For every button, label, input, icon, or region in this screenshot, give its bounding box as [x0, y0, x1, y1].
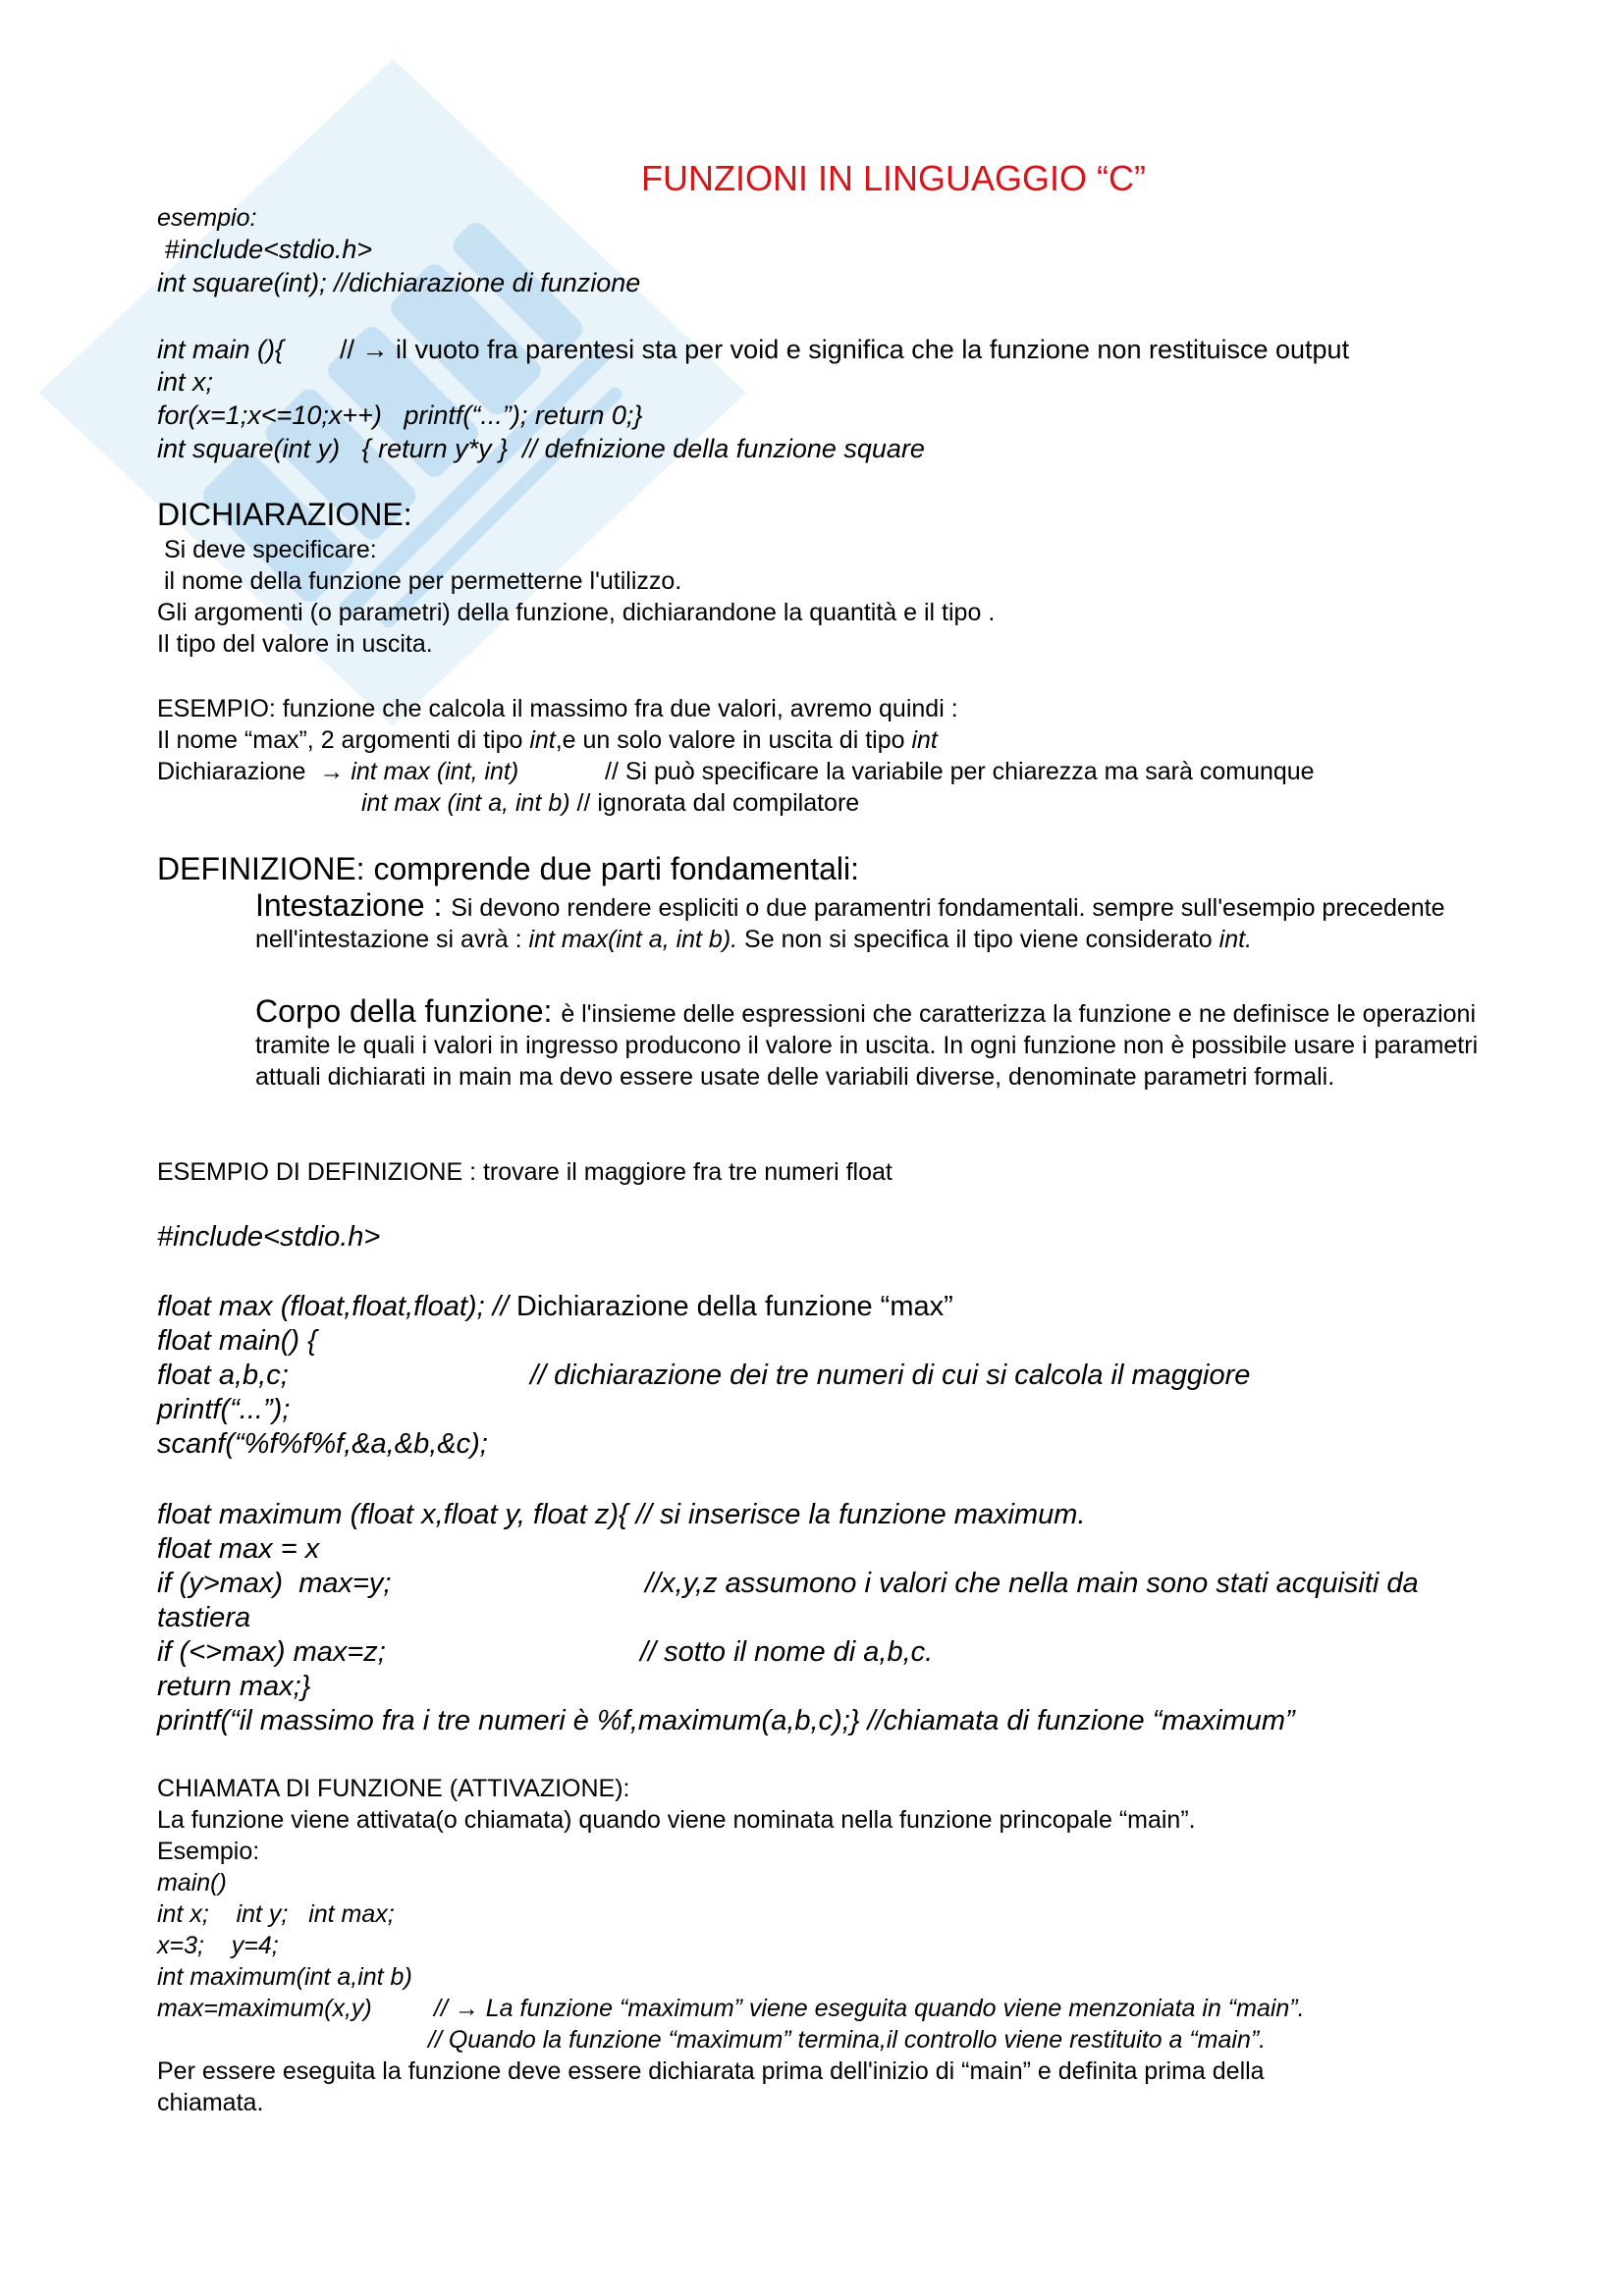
text-line: Il nome “max”, 2 argomenti di tipo int,e un solo valore in uscita di tipo int	[157, 726, 938, 754]
text-line: Per essere eseguita la funzione deve essere dichiarata prima dell'inizio di “main” e definita prima della	[157, 2057, 1265, 2085]
code-comment: // dichiarazione dei tre numeri di cui si calcola il maggiore	[530, 1360, 1251, 1391]
code-line: float maximum (float x,float y, float z){ // si inserisce la funzione maximum.	[157, 1499, 1086, 1530]
section-heading: DICHIARAZIONE:	[157, 497, 412, 532]
text-line: // Si può specificare la variabile per chiarezza ma sarà comunque	[605, 758, 1315, 785]
code-line: int square(int); //dichiarazione di funzione	[157, 268, 641, 297]
section-heading: CHIAMATA DI FUNZIONE (ATTIVAZIONE):	[157, 1775, 630, 1802]
text-line: La funzione viene attivata(o chiamata) quando viene nominata nella funzione princopale “main”.	[157, 1806, 1196, 1834]
code-comment: // sotto il nome di a,b,c.	[640, 1636, 934, 1668]
code-line: return max;}	[157, 1671, 311, 1702]
section-heading: ESEMPIO DI DEFINIZIONE : trovare il maggiore fra tre numeri float	[157, 1158, 893, 1186]
code-line: #include<stdio.h>	[157, 1221, 381, 1253]
code-comment: // → il vuoto fra parentesi sta per void e significa che la funzione non restituisce output	[340, 335, 1350, 364]
code-line: printf(“...”);	[157, 1394, 291, 1425]
code-line: main()	[157, 1869, 227, 1896]
text-line: Dichiarazione → int max (int, int)	[157, 758, 519, 785]
code-comment: // Quando la funzione “maximum” termina,il controllo viene restituito a “main”.	[428, 2026, 1267, 2054]
code-line: float main() {	[157, 1325, 317, 1357]
text-line: Gli argomenti (o parametri) della funzione, dichiarandone la quantità e il tipo .	[157, 599, 996, 626]
code-line: if (<>max) max=z;	[157, 1636, 386, 1668]
code-line: int x;	[157, 367, 214, 397]
code-line: float max = x	[157, 1533, 320, 1565]
code-comment: // → La funzione “maximum” viene eseguita quando viene menzoniata in “main”.	[434, 1995, 1305, 2022]
page-title: FUNZIONI IN LINGUAGGIO “C”	[640, 158, 1146, 198]
code-line: #include<stdio.h>	[157, 235, 373, 264]
code-line: int square(int y) { return y*y } // defnizione della funzione square	[157, 434, 925, 463]
code-line: printf(“il massimo fra i tre numeri è %f,maximum(a,b,c);} //chiamata di funzione “maximum”	[157, 1705, 1295, 1736]
text-line: int max (int a, int b) // ignorata dal compilatore	[361, 789, 860, 817]
code-line: tastiera	[157, 1602, 251, 1633]
code-comment: //x,y,z assumono i valori che nella main sono stati acquisiti da	[645, 1568, 1419, 1599]
text-line: Il tipo del valore in uscita.	[157, 630, 433, 658]
code-line: int x; int y; int max;	[157, 1900, 395, 1928]
text-line: chiamata.	[157, 2089, 264, 2116]
code-line: int main (){	[157, 335, 285, 364]
code-line: for(x=1;x<=10;x++) printf(“...”); return 0;}	[157, 400, 643, 430]
code-line: scanf(“%f%f%f,&a,&b,&c);	[157, 1428, 488, 1460]
code-line: float a,b,c;	[157, 1360, 289, 1391]
code-line: if (y>max) max=y;	[157, 1568, 392, 1599]
text-line: il nome della funzione per permetterne l'utilizzo.	[157, 567, 682, 595]
code-line: max=maximum(x,y)	[157, 1995, 372, 2022]
text-line: Esempio:	[157, 1838, 260, 1865]
esempio-label: esempio:	[157, 204, 257, 232]
code-line: float max (float,float,float); // Dichiarazione della funzione “max”	[157, 1291, 953, 1322]
section-heading: DEFINIZIONE: comprende due parti fondamentali:	[157, 851, 859, 886]
code-line: x=3; y=4;	[157, 1932, 279, 1959]
intestazione-paragraph: Intestazione : Si devono rendere espliciti o due paramentri fondamentali. sempre sull'esempio precedente nell'intestazione si avrà : int max(int a, int b). Se non si specifica il tipo viene considerato int.	[255, 887, 1445, 953]
text-line: Si deve specificare:	[157, 536, 377, 563]
text-line: ESEMPIO: funzione che calcola il massimo fra due valori, avremo quindi :	[157, 695, 958, 722]
corpo-paragraph: Corpo della funzione: è l'insieme delle espressioni che caratterizza la funzione e ne definisce le operazioni tramite le quali i valori in ingresso producono il valore in uscita. In ogni funzione non è possibile usare i parametri attuali dichiarati in main ma devo essere usate delle variabili diverse, denominate parametri formali.	[255, 993, 1479, 1091]
code-line: int maximum(int a,int b)	[157, 1963, 412, 1991]
